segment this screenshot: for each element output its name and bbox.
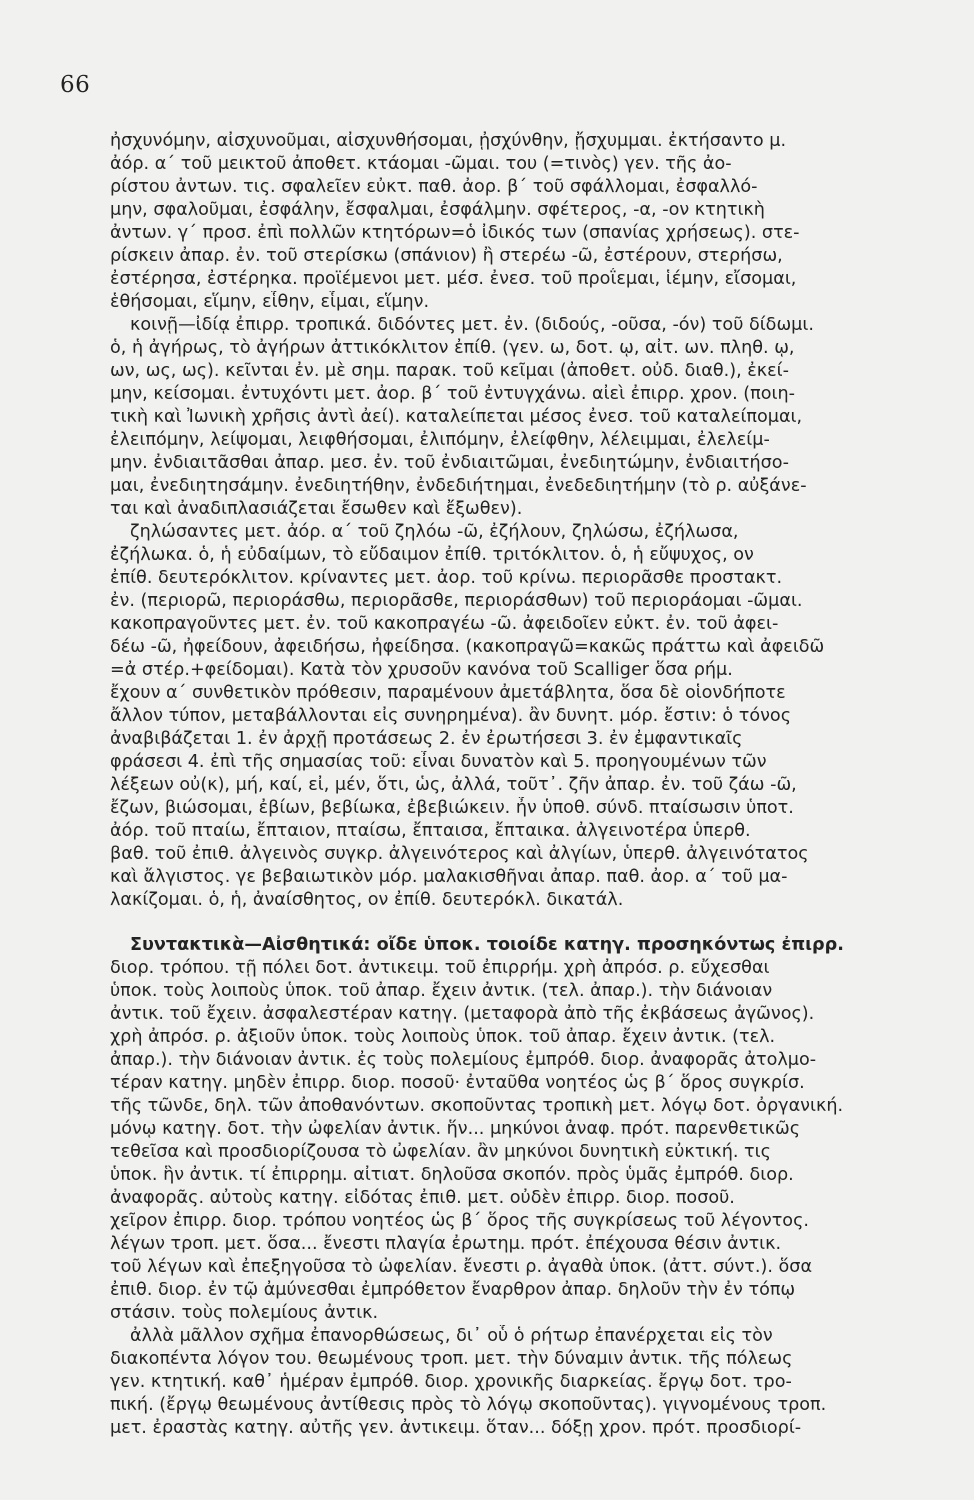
text-line: ὑποκ. ἣν ἀντικ. τί ἐπιρρημ. αἰτιατ. δηλοῦσα σκοπόν. πρὸς ὑμᾶς ἐμπρόθ. διορ. bbox=[110, 1165, 794, 1185]
page-number: 66 bbox=[60, 72, 91, 98]
text-line: λέξεων οὐ(κ), μή, καί, εἰ, μέν, ὅτι, ὡς, ἀλλά, τοῦτ᾽. ζῆν ἀπαρ. ἐν. τοῦ ζάω -ῶ, bbox=[110, 775, 797, 795]
text-line: ἐπίθ. δευτερόκλιτον. κρίναντες μετ. ἀορ. τοῦ κρίνω. περιορᾶσθε προστακτ. bbox=[110, 568, 783, 588]
text-line: =ἀ στέρ.+φείδομαι). Κατὰ τὸν χρυσοῦν κανόνα τοῦ Scalliger ὅσα ρήμ. bbox=[110, 660, 733, 680]
section-heading-line: Συντακτικὰ—Αἰσθητικά: οἴδε ὑποκ. τοιοίδε κατηγ. προσηκόντως ἐπιρρ. bbox=[130, 935, 844, 955]
text-line: μαι, ἐνεδιητησάμην. ἐνεδιητήθην, ἐνδεδιήτημαι, ἐνεδεδιητήμην (τὸ ρ. αὐξάνε- bbox=[110, 476, 807, 496]
text-line: ζηλώσαντες μετ. ἀόρ. α΄ τοῦ ζηλόω -ῶ, ἐζήλουν, ζηλώσω, ἐζήλωσα, bbox=[130, 522, 739, 542]
text-line: ἀναβιβάζεται 1. ἐν ἀρχῇ προτάσεως 2. ἐν ἐρωτήσεσι 3. ἐν ἐμφαντικαῖς bbox=[110, 729, 743, 749]
text-line: λακίζομαι. ὁ, ἡ, ἀναίσθητος, ον ἐπίθ. δευτερόκλ. δικατάλ. bbox=[110, 890, 624, 910]
text-line: κακοπραγοῦντες μετ. ἐν. τοῦ κακοπραγέω -ῶ. ἀφειδοῖεν εὐκτ. ἐν. τοῦ ἀφει- bbox=[110, 614, 779, 634]
text-line: μόνῳ κατηγ. δοτ. τὴν ὠφελίαν ἀντικ. ἥν... μηκύνοι ἀναφ. πρότ. παρενθετικῶς bbox=[110, 1119, 801, 1139]
text-line: μην. ἐνδιαιτᾶσθαι ἀπαρ. μεσ. ἐν. τοῦ ἐνδιαιτῶμαι, ἐνεδιητώμην, ἐνδιαιτήσο- bbox=[110, 453, 789, 473]
text-line: ἐστέρησα, ἐστέρηκα. προϊέμενοι μετ. μέσ. ἐνεσ. τοῦ προΐεμαι, ἱέμην, εἴσομαι, bbox=[110, 269, 797, 289]
text-line: ἐν. (περιορῶ, περιοράσθω, περιορᾶσθε, περιοράσθων) τοῦ περιοράομαι -ῶμαι. bbox=[110, 591, 803, 611]
paragraph-gap bbox=[110, 912, 955, 934]
text-line: διακοπέντα λόγον του. θεωμένους τροπ. μετ. τὴν δύναμιν ἀντικ. τῆς πόλεως bbox=[110, 1349, 793, 1369]
text-line: χρὴ ἀπρόσ. ρ. ἀξιοῦν ὑποκ. τοὺς λοιποὺς ὑποκ. τοῦ ἀπαρ. ἔχειν ἀντικ. (τελ. bbox=[110, 1027, 776, 1047]
text-line: ἀντικ. τοῦ ἔχειν. ἀσφαλεστέραν κατηγ. (μεταφορὰ ἀπὸ τῆς ἐκβάσεως ἀγῶνος). bbox=[110, 1004, 815, 1024]
text-line: τικὴ καὶ Ἰωνικὴ χρῆσις ἀντὶ ἀεί). καταλείπεται μέσος ἐνεσ. τοῦ καταλείπομαι, bbox=[110, 407, 803, 427]
text-line: ἀντων. γ΄ προσ. ἐπὶ πολλῶν κτητόρων=ὁ ἰδικός των (σπανίας χρήσεως). στε- bbox=[110, 223, 800, 243]
text-line: ἀόρ. τοῦ πταίω, ἔπταιον, πταίσω, ἔπταισα, ἔπταικα. ἀλγεινοτέρα ὑπερθ. bbox=[110, 821, 751, 841]
text-line: ἠσχυνόμην, αἰσχυνοῦμαι, αἰσχυνθήσομαι, ᾐσχύνθην, ᾔσχυμμαι. ἐκτήσαντο μ. bbox=[110, 131, 787, 151]
text-line: ται καὶ ἀναδιπλασιάζεται ἔσωθεν καὶ ἔξωθεν). bbox=[110, 499, 523, 519]
text-line: ἐλειπόμην, λείψομαι, λειφθήσομαι, ἐλιπόμην, ἐλείφθην, λέλειμμαι, ἐλελείμ- bbox=[110, 430, 770, 450]
text-line: ων, ως, ως). κεῖνται ἐν. μὲ σημ. παρακ. τοῦ κεῖμαι (ἀποθετ. οὐδ. διαθ.), ἐκεί- bbox=[110, 361, 789, 381]
text-line: τοῦ λέγων καὶ ἐπεξηγοῦσα τὸ ὠφελίαν. ἔνεστι ρ. ἀγαθὰ ὑποκ. (ἀττ. σύντ.). ὅσα bbox=[110, 1257, 813, 1277]
text-line: ἀναφορᾶς. αὐτοὺς κατηγ. εἰδότας ἐπιθ. μετ. οὐδὲν ἐπιρρ. διορ. ποσοῦ. bbox=[110, 1188, 735, 1208]
text-line: βαθ. τοῦ ἐπιθ. ἀλγεινὸς συγκρ. ἀλγεινότερος καὶ ἀλγίων, ὑπερθ. ἀλγεινότατος bbox=[110, 844, 809, 864]
text-line: ἀόρ. α΄ τοῦ μεικτοῦ ἀποθετ. κτάομαι -ῶμαι. του (=τινὸς) γεν. τῆς ἀο- bbox=[110, 154, 732, 174]
text-line: στάσιν. τοὺς πολεμίους ἀντικ. bbox=[110, 1303, 379, 1323]
text-line: ἀπαρ.). τὴν διάνοιαν ἀντικ. ἐς τοὺς πολεμίους ἐμπρόθ. διορ. ἀναφορᾶς ἀτολμο- bbox=[110, 1050, 817, 1070]
text-line: λέγων τροπ. μετ. ὅσα... ἔνεστι πλαγία ἐρωτημ. πρότ. ἐπέχουσα θέσιν ἀντικ. bbox=[110, 1234, 782, 1254]
text-line: ἐπιθ. διορ. ἐν τῷ ἀμύνεσθαι ἐμπρόθετον ἔναρθρον ἀπαρ. δηλοῦν τὴν ἐν τόπῳ bbox=[110, 1280, 796, 1300]
text-line: ἔχουν α΄ συνθετικὸν πρόθεσιν, παραμένουν ἀμετάβλητα, ὅσα δὲ οἱονδήποτε bbox=[110, 683, 786, 703]
text-line: ἐζήλωκα. ὁ, ἡ εὐδαίμων, τὸ εὔδαιμον ἐπίθ. τριτόκλιτον. ὁ, ἡ εὔψυχος, ον bbox=[110, 545, 754, 565]
text-line: ρίστου ἀντων. τις. σφαλεῖεν εὐκτ. παθ. ἀορ. β΄ τοῦ σφάλλομαι, ἐσφαλλό- bbox=[110, 177, 758, 197]
text-line: ἀλλὰ μᾶλλον σχῆμα ἐπανορθώσεως, δι᾽ οὗ ὁ ρήτωρ ἐπανέρχεται εἰς τὸν bbox=[130, 1326, 773, 1346]
text-line: δέω -ῶ, ἠφείδουν, ἀφειδήσω, ἠφείδησα. (κακοπραγῶ=κακῶς πράττω καὶ ἀφειδῶ bbox=[110, 637, 825, 657]
text-line: ὑποκ. τοὺς λοιποὺς ὑποκ. τοῦ ἀπαρ. ἔχειν ἀντικ. (τελ. ἀπαρ.). τὴν διάνοιαν bbox=[110, 981, 773, 1001]
text-line: ἄλλον τύπον, μεταβάλλονται εἰς συνηρημένα). ἂν δυνητ. μόρ. ἔστιν: ὁ τόνος bbox=[110, 706, 792, 726]
text-line: τεθεῖσα καὶ προσδιορίζουσα τὸ ὠφελίαν. ἂν μηκύνοι δυνητικὴ εὐκτική. τις bbox=[110, 1142, 771, 1162]
text-line: πική. (ἔργῳ θεωμένους ἀντίθεσις πρὸς τὸ λόγῳ σκοποῦντας). γιγνομένους τροπ. bbox=[110, 1395, 827, 1415]
text-line: γεν. κτητική. καθ᾽ ἡμέραν ἐμπρόθ. διορ. χρονικῆς διαρκείας. ἔργῳ δοτ. τρο- bbox=[110, 1372, 792, 1392]
text-line: ρίσκειν ἀπαρ. ἐν. τοῦ στερίσκω (σπάνιον) ἢ στερέω -ῶ, ἐστέρουν, στερήσω, bbox=[110, 246, 783, 266]
text-line: μετ. ἐραστὰς κατηγ. αὐτῆς γεν. ἀντικειμ. ὅταν... δόξῃ χρον. πρότ. προσδιορί- bbox=[110, 1418, 802, 1438]
main-text bbox=[110, 130, 955, 1440]
text-line: κοινῇ—ἰδίᾳ ἐπιρρ. τροπικά. διδόντες μετ. ἐν. (διδούς, -οῦσα, -όν) τοῦ δίδωμι. bbox=[130, 315, 814, 335]
text-line: ἔζων, βιώσομαι, ἐβίων, βεβίωκα, ἐβεβιώκειν. ἦν ὑποθ. σύνδ. πταίσωσιν ὑποτ. bbox=[110, 798, 794, 818]
text-line: τῆς τῶνδε, δηλ. τῶν ἀποθανόντων. σκοποῦντας τροπικὴ μετ. λόγῳ δοτ. ὀργανική. bbox=[110, 1096, 844, 1116]
text-line: καὶ ἄλγιστος. γε βεβαιωτικὸν μόρ. μαλακισθῆναι ἀπαρ. παθ. ἀορ. α΄ τοῦ μα- bbox=[110, 867, 788, 887]
text-line: χεῖρον ἐπιρρ. διορ. τρόπου νοητέος ὡς β΄ ὅρος τῆς συγκρίσεως τοῦ λέγοντος. bbox=[110, 1211, 809, 1231]
text-line: μην, σφαλοῦμαι, ἐσφάλην, ἔσφαλμαι, ἐσφάλμην. σφέτερος, -α, -ον κτητικὴ bbox=[110, 200, 765, 220]
text-line: ὁ, ἡ ἀγήρως, τὸ ἀγήρων ἀττικόκλιτον ἐπίθ. (γεν. ω, δοτ. ῳ, αἰτ. ων. πληθ. ῳ, bbox=[110, 338, 795, 358]
text-line: μην, κείσομαι. ἐντυχόντι μετ. ἀορ. β΄ τοῦ ἐντυγχάνω. αἰεὶ ἐπιρρ. χρον. (ποιη- bbox=[110, 384, 795, 404]
text-line: φράσεσι 4. ἐπὶ τῆς σημασίας τοῦ: εἶναι δυνατὸν καὶ 5. προηγουμένων τῶν bbox=[110, 752, 767, 772]
text-line: τέραν κατηγ. μηδὲν ἐπιρρ. διορ. ποσοῦ· ἐνταῦθα νοητέος ὡς β΄ ὅρος συγκρίσ. bbox=[110, 1073, 805, 1093]
text-line: ἑθήσομαι, εἵμην, εἷθην, εἷμαι, εἵμην. bbox=[110, 292, 430, 312]
text-line: διορ. τρόπου. τῇ πόλει δοτ. ἀντικειμ. τοῦ ἐπιρρήμ. χρὴ ἀπρόσ. ρ. εὔχεσθαι bbox=[110, 958, 770, 978]
